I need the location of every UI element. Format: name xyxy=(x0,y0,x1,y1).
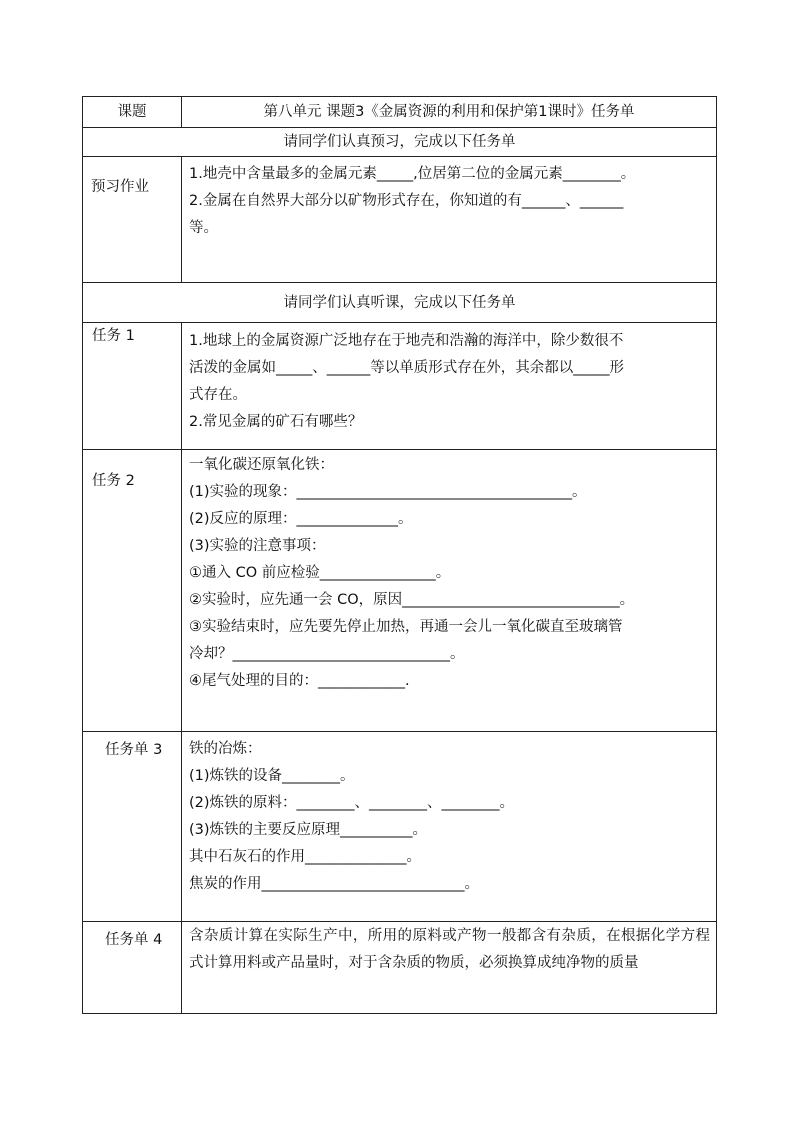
task3-line-1: 铁的冶炼： xyxy=(189,741,262,757)
task1-line-3: 式存在。 xyxy=(189,387,247,403)
preview-question-2-cont: 等。 xyxy=(189,220,218,236)
task4-row xyxy=(83,922,717,1014)
task3-content xyxy=(182,732,717,922)
task2-line-1: 一氧化碳还原氧化铁： xyxy=(189,457,334,473)
preview-label: 预习作业 xyxy=(91,179,149,195)
task2-line-8: 冷却？______________________________。 xyxy=(189,646,465,662)
task2-line-6: ②实验时，应先通一会 CO，原因______________________________。 xyxy=(189,592,635,608)
task1-line-1: 1.地球上的金属资源广泛地存在于地壳和浩瀚的海洋中，除少数很不 xyxy=(189,333,624,349)
topic-label: 课题 xyxy=(83,97,182,128)
preview-content xyxy=(182,157,717,283)
task3-row xyxy=(83,732,717,922)
task1-line-4: 2.常见金属的矿石有哪些？ xyxy=(189,414,363,430)
task4-label-cell xyxy=(83,922,182,1014)
task2-label: 任务 2 xyxy=(92,473,135,489)
preview-row xyxy=(83,157,717,283)
task2-label-cell xyxy=(83,450,182,732)
task1-line-2: 活泼的金属如_____、______等以单质形式存在外，其余都以_____形 xyxy=(189,360,624,376)
task3-line-3: (2)炼铁的原料：________、________、________。 xyxy=(189,795,515,811)
listen-instruction-row xyxy=(83,283,717,323)
task1-label-cell xyxy=(83,323,182,450)
task2-line-2: (1)实验的现象：______________________________________。 xyxy=(189,484,587,500)
listen-instruction: 请同学们认真听课，完成以下任务单 xyxy=(83,283,717,323)
task4-text: 含杂质计算在实际生产中，所用的原料或产物一般都含有杂质，在根据化学方程式计算用料或产品量时，对于含杂质的物质，必须换算成纯净物的质量 xyxy=(189,928,710,971)
task3-line-6: 焦炭的作用____________________________。 xyxy=(189,876,479,892)
header-row xyxy=(83,97,717,128)
task1-content xyxy=(182,323,717,450)
task3-line-2: (1)炼铁的设备________。 xyxy=(189,768,355,784)
preview-instruction-row xyxy=(83,128,717,157)
task2-line-7: ③实验结束时，应先要先停止加热，再通一会儿一氧化碳直至玻璃管 xyxy=(189,619,623,635)
task1-row xyxy=(83,323,717,450)
task3-line-5: 其中石灰石的作用______________。 xyxy=(189,849,421,865)
task2-content xyxy=(182,450,717,732)
preview-question-2: 2.金属在自然界大部分以矿物形式存在，你知道的有______、______ xyxy=(189,193,624,209)
task2-line-3: (2)反应的原理：______________。 xyxy=(189,511,413,527)
task4-label: 任务单 4 xyxy=(105,932,163,948)
preview-instruction: 请同学们认真预习，完成以下任务单 xyxy=(83,128,717,157)
task2-row xyxy=(83,450,717,732)
task3-label-cell xyxy=(83,732,182,922)
task2-line-5: ①通入 CO 前应检验________________。 xyxy=(189,565,451,581)
task3-line-4: (3)炼铁的主要反应原理__________。 xyxy=(189,822,428,838)
task3-label: 任务单 3 xyxy=(105,742,163,758)
task-worksheet-table xyxy=(82,96,717,1014)
preview-question-1: 1.地壳中含量最多的金属元素_____,位居第二位的金属元素________。 xyxy=(189,166,636,182)
preview-label-cell xyxy=(83,157,182,283)
task2-line-4: (3)实验的注意事项： xyxy=(189,538,326,554)
topic-title: 第八单元 课题3《金属资源的利用和保护第1课时》任务单 xyxy=(182,97,717,128)
task2-line-9: ④尾气处理的目的：____________. xyxy=(189,673,410,689)
task1-label: 任务 1 xyxy=(92,328,135,344)
task4-content xyxy=(182,922,717,1014)
